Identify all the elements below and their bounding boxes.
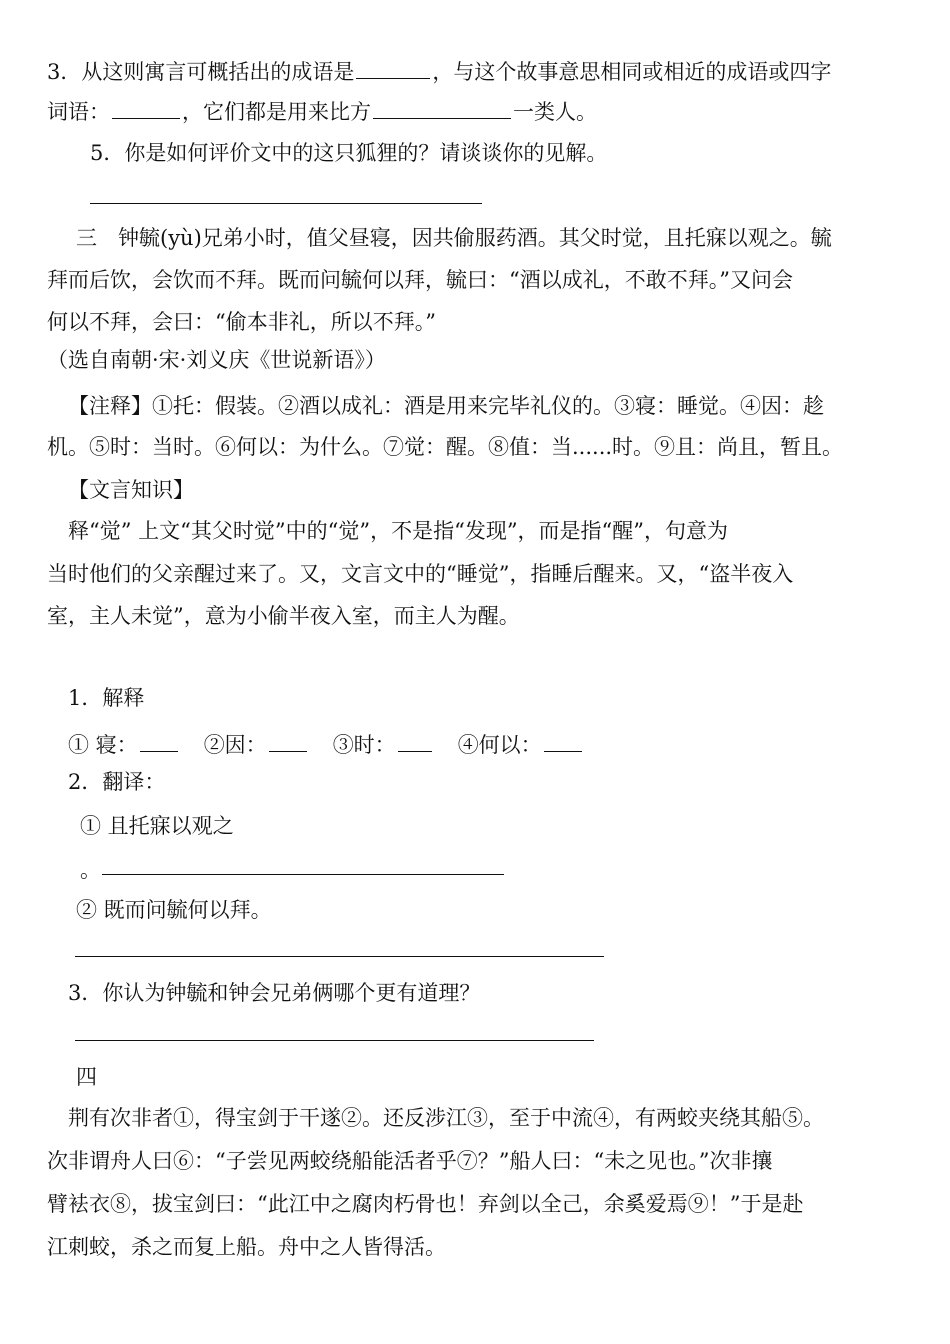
passage-4-line-3: 臂袪衣⑧，拔宝剑曰：“此江中之腐肉朽骨也！弃剑以全己，余奚爱焉⑨！”于是赴 (47, 1192, 804, 1216)
answer-blank[interactable] (398, 729, 432, 752)
answer-blank[interactable] (269, 729, 307, 752)
question-3-line-2 (47, 96, 597, 126)
translate-item-1: ① 且托寐以观之 (80, 814, 234, 838)
question-3-discussion: 3．你认为钟毓和钟会兄弟俩哪个更有道理？ (68, 981, 481, 1005)
item-qin: ① 寝： (68, 733, 138, 757)
knowledge-line-3: 室，主人未觉”，意为小偷半夜入室，而主人为醒。 (47, 604, 520, 628)
translate-dot: 。 (80, 858, 101, 882)
section-4-title: 四 (76, 1065, 97, 1089)
knowledge-line-1: 释“觉” 上文“其父时觉”中的“觉”，不是指“发现”，而是指“醒”，句意为 (68, 519, 729, 543)
answer-blank[interactable] (373, 96, 511, 119)
answer-line[interactable] (90, 203, 482, 204)
answer-blank[interactable] (112, 96, 180, 119)
passage-3-line-2: 拜而后饮，会饮而不拜。既而问毓何以拜，毓曰：“酒以成礼，不敢不拜。”又问会 (47, 268, 793, 292)
question-2-title: 2．翻译： (68, 770, 166, 794)
answer-line[interactable] (75, 956, 604, 957)
translate-item-2: ② 既而问毓何以拜。 (76, 898, 272, 922)
answer-blank[interactable] (356, 56, 430, 79)
answer-blank[interactable] (140, 729, 178, 752)
question-3-text-d: ，它们都是用来比方 (182, 100, 371, 124)
question-3-line-1 (47, 56, 831, 86)
question-5: 5．你是如何评价文中的这只狐狸的？请谈谈你的见解。 (90, 141, 608, 165)
question-3-text-a: 3．从这则寓言可概括出的成语是 (47, 60, 355, 84)
question-3-text-e: 一类人。 (513, 100, 597, 124)
passage-4-line-4: 江刺蛟，杀之而复上船。舟中之人皆得活。 (47, 1235, 446, 1259)
item-yin: ②因： (203, 733, 267, 757)
knowledge-line-2: 当时他们的父亲醒过来了。又，文言文中的“睡觉”，指睡后醒来。又，“盗半夜入 (47, 562, 794, 586)
knowledge-title: 【文言知识】 (68, 478, 194, 502)
question-3-text-b: ，与这个故事意思相同或相近的成语或四字 (432, 60, 832, 84)
answer-line[interactable] (102, 874, 504, 875)
passage-3-source: （选自南朝·宋·刘义庆《世说新语》） (47, 348, 386, 372)
question-1-items (68, 729, 584, 759)
passage-4-line-1: 荆有次非者①，得宝剑于干遂②。还反涉江③，至于中流④，有两蛟夹绕其船⑤。 (68, 1106, 824, 1130)
item-heyi: ④何以： (457, 733, 542, 757)
passage-4-line-2: 次非谓舟人曰⑥：“子尝见两蛟绕船能活者乎⑦？”船人曰：“未之见也。”次非攘 (47, 1149, 773, 1173)
notes-line-1: 【注释】①托：假装。②酒以成礼：酒是用来完毕礼仪的。③寝：睡觉。④因：趁 (68, 394, 824, 418)
notes-line-2: 机。⑤时：当时。⑥何以：为什么。⑦觉：醒。⑧值：当......时。⑨且：尚且，暂且。 (47, 435, 844, 459)
passage-3-line-3: 何以不拜，会曰：“偷本非礼，所以不拜。” (47, 310, 436, 334)
answer-blank[interactable] (544, 729, 582, 752)
question-3-text-c: 词语： (47, 100, 110, 124)
answer-line[interactable] (75, 1040, 594, 1041)
passage-3-line-1: 三 钟毓(yù)兄弟小时，值父昼寝，因共偷服药酒。其父时觉，且托寐以观之。毓 (76, 226, 832, 250)
question-1-title: 1．解释 (68, 686, 145, 710)
item-shi: ③时： (332, 733, 396, 757)
